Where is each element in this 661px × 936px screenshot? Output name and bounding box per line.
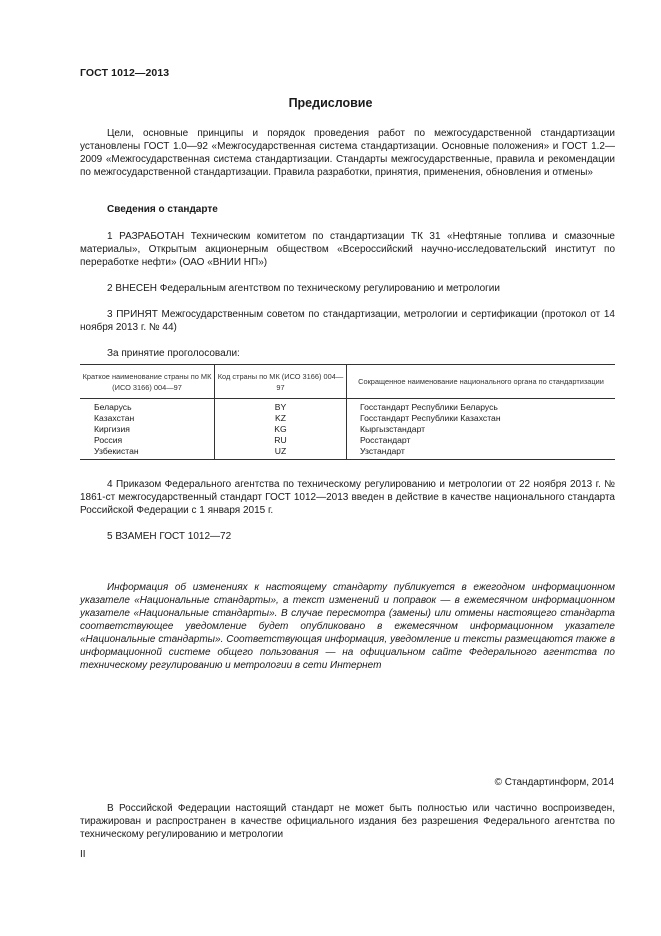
table-cell-code: BY (274, 402, 287, 412)
table-cell-country: Беларусь (94, 402, 132, 412)
table-cell-code: UZ (274, 446, 287, 456)
table-cell-country: Россия (94, 435, 123, 445)
document-code: ГОСТ 1012—2013 (80, 67, 170, 79)
item-developed: 1 РАЗРАБОТАН Техническим комитетом по стандартизации ТК 31 «Нефтяные топлива и смазочные материалы», Открытым акционерным обществом «Всероссийский научно-исследовательский институт по переработке нефти» (ОАО «ВНИИ НП») (80, 231, 615, 268)
page-title: Предисловие (288, 96, 373, 110)
item-replaces: 5 ВЗАМЕН ГОСТ 1012—72 (107, 531, 232, 542)
page-number: II (80, 849, 86, 860)
table-cell-code: KG (274, 424, 287, 434)
table-header-row (80, 365, 615, 399)
code-column (215, 399, 347, 460)
changes-info-paragraph: Информация об изменениях к настоящему стандарту публикуется в ежегодном информационном указателе «Национальные стандарты», а текст изменений и поправок — в ежемесячном информационном указателе «Национальные стандарты». В случае пересмотра (замены) или отмены настоящего стандарта соответствующее уведомление будет опубликовано в ежемесячном информационном указателе «Национальные стандарты». Соответствующая информация, уведомление и тексты размещаются также в информационной системе общего пользования — на официальном сайте Федерального агентства по техническому регулированию и метрологии в сети Интернет (80, 582, 615, 671)
voted-label: За принятие проголосовали: (107, 348, 240, 359)
header-code: Код страны по МК (ИСО 3166) 004—97 (215, 365, 347, 399)
table-cell-country: Киргизия (94, 424, 130, 434)
table-body-row (80, 399, 615, 460)
table-cell-country: Узбекистан (94, 446, 139, 456)
header-body: Сокращенное наименование национального органа по стандартизации (347, 365, 616, 399)
reproduction-notice: В Российской Федерации настоящий стандарт не может быть полностью или частично воспроизведен, тиражирован и распространен в качестве официального издания без разрешения Федерального агентства по техническому регулированию и метрологии (80, 803, 615, 840)
table-cell-code: RU (274, 435, 287, 445)
header-country: Краткое наименование страны по МК (ИСО 3166) 004—97 (80, 365, 215, 399)
standard-info-heading: Сведения о стандарте (107, 204, 218, 215)
copyright: © Стандартинформ, 2014 (494, 777, 614, 788)
item-introduced: 2 ВНЕСЕН Федеральным агентством по техническому регулированию и метрологии (107, 283, 500, 294)
body-column (347, 399, 616, 460)
voting-table (80, 364, 615, 460)
country-column (80, 399, 215, 460)
item-adopted: 3 ПРИНЯТ Межгосударственным советом по стандартизации, метрологии и сертификации (протокол от 14 ноября 2013 г. № 44) (80, 309, 615, 333)
table-cell-body: Росстандарт (360, 435, 411, 445)
item-enacted: 4 Приказом Федерального агентства по техническому регулированию и метрологии от 22 ноября 2013 г. № 1861-ст межгосударственный стандарт ГОСТ 1012—2013 введен в действие в качестве национального стандарта Российской Федерации с 1 января 2015 г. (80, 479, 615, 516)
table-cell-code: KZ (275, 413, 286, 423)
table-cell-body: Госстандарт Республики Беларусь (360, 402, 498, 412)
intro-paragraph: Цели, основные принципы и порядок проведения работ по межгосударственной стандартизации установлены ГОСТ 1.0—92 «Межгосударственная система стандартизации. Основные положения» и ГОСТ 1.2—2009 «Межгосударственная система стандартизации. Стандарты межгосударственные, правила и рекомендации по межгосударственной стандартизации. Правила разработки, принятия, применения, обновления и отмены» (80, 128, 615, 178)
table-cell-body: Госстандарт Республики Казахстан (360, 413, 501, 423)
table-cell-country: Казахстан (94, 413, 135, 423)
table-cell-body: Узстандарт (360, 446, 405, 456)
table-cell-body: Кыргызстандарт (360, 424, 426, 434)
